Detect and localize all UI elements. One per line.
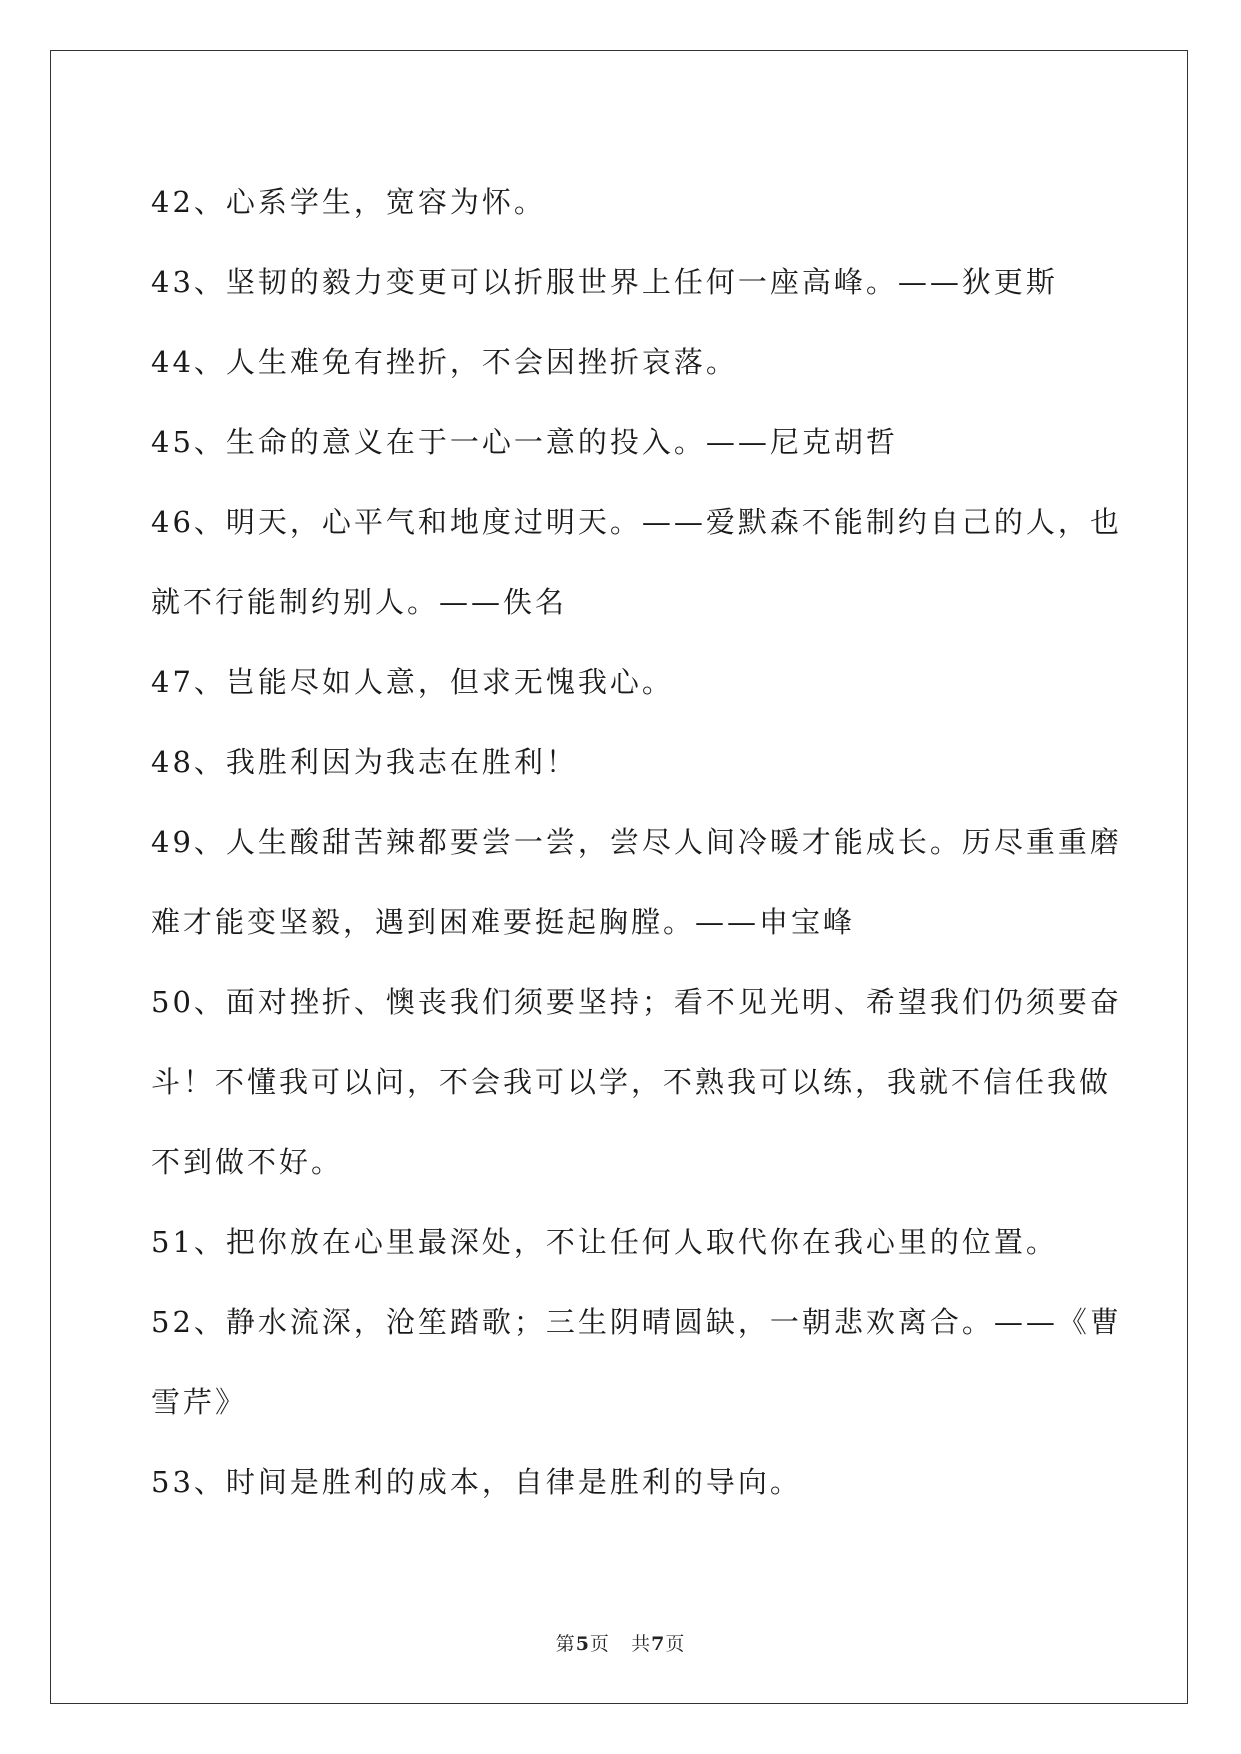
text-line: 难才能变坚毅，遇到困难要挺起胸膛。——申宝峰 [151,905,856,939]
text-line: 51、把你放在心里最深处，不让任何人取代你在我心里的位置。 [151,1225,1058,1259]
text-line: 53、时间是胜利的成本，自律是胜利的导向。 [151,1465,802,1499]
text-line: 46、明天，心平气和地度过明天。——爱默森不能制约自己的人，也 [151,505,1122,539]
footer-total-prefix: 共 [631,1633,652,1655]
footer-total-suffix: 页 [665,1633,686,1655]
text-line: 50、面对挫折、懊丧我们须要坚持；看不见光明、希望我们仍须要奋 [151,985,1122,1019]
footer-prefix: 第 [555,1633,576,1655]
text-line: 42、心系学生，宽容为怀。 [151,185,546,219]
page-number: 5 [575,1633,590,1655]
text-line: 就不行能制约别人。——佚名 [151,585,568,619]
document-body [151,162,1122,1522]
text-line: 45、生命的意义在于一心一意的投入。——尼克胡哲 [151,425,898,459]
text-line: 52、静水流深，沧笙踏歌；三生阴晴圆缺，一朝悲欢离合。——《曹 [151,1305,1122,1339]
page-footer [0,1629,1241,1656]
text-line: 斗！不懂我可以问，不会我可以学，不熟我可以练，我就不信任我做 [151,1065,1112,1099]
text-line: 雪芹》 [151,1385,248,1419]
text-line: 44、人生难免有挫折，不会因挫折哀落。 [151,345,738,379]
footer-page-suffix: 页 [589,1633,610,1655]
text-line: 43、坚韧的毅力变更可以折服世界上任何一座高峰。——狄更斯 [151,265,1058,299]
text-line: 48、我胜利因为我志在胜利！ [151,745,578,779]
text-line: 49、人生酸甜苦辣都要尝一尝，尝尽人间冷暖才能成长。历尽重重磨 [151,825,1122,859]
text-line: 47、岂能尽如人意，但求无愧我心。 [151,665,674,699]
text-line: 不到做不好。 [151,1145,344,1179]
total-pages: 7 [651,1633,666,1655]
